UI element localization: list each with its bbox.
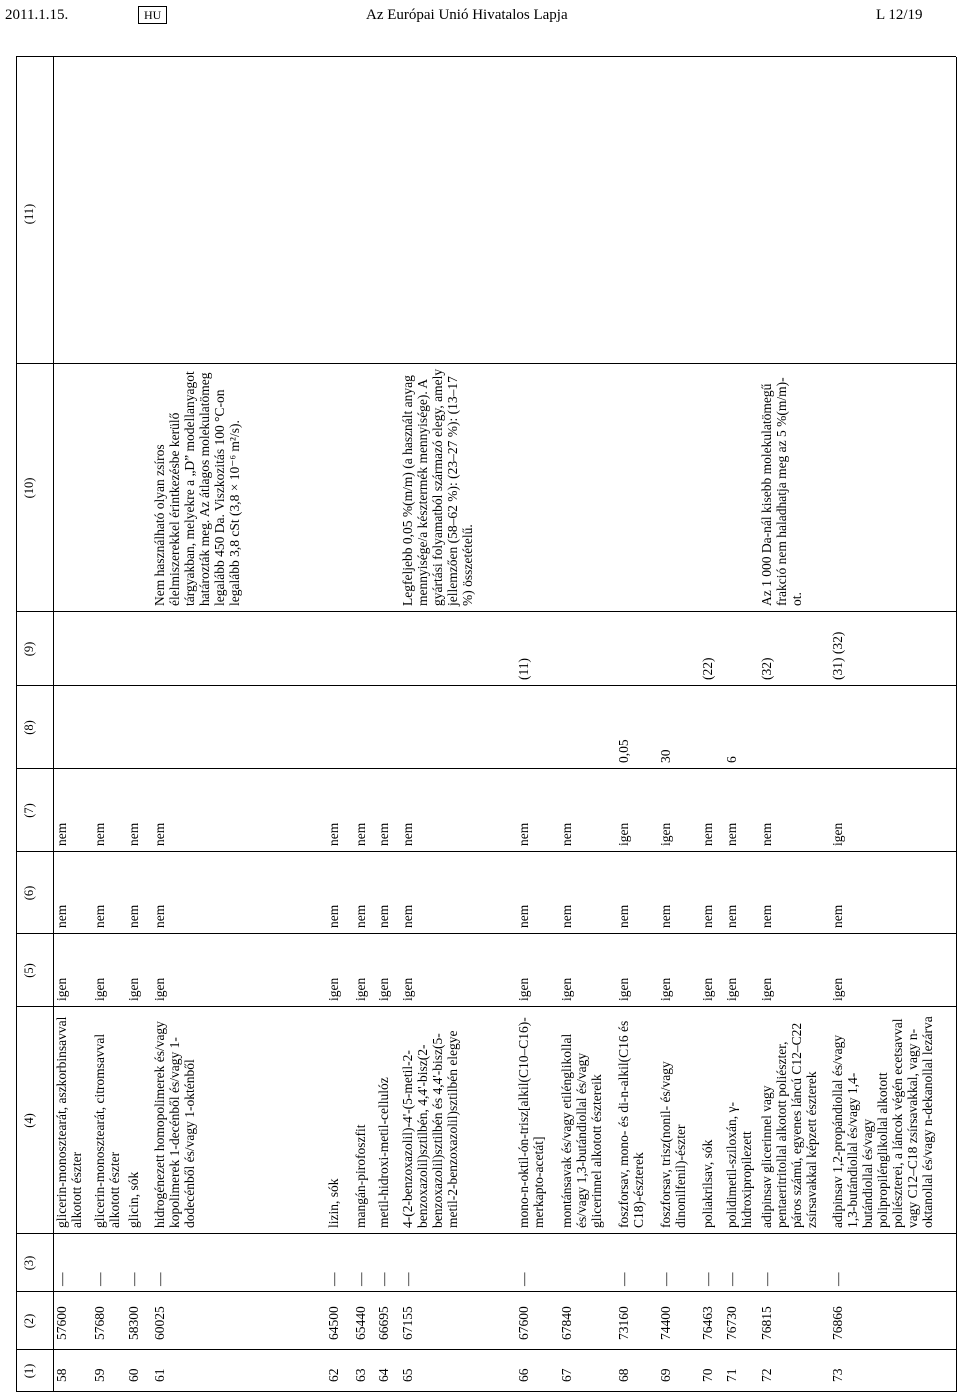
table-cell-c10: Az 1 000 Da-nál kisebb molekulatömegű frakció nem haladhatja meg az 5 %(m/m)-ot. bbox=[759, 377, 804, 606]
table-cell-c6: nem bbox=[54, 904, 69, 928]
column-rule bbox=[16, 851, 956, 852]
table-cell-c4: glicerin-monosztearát, aszkorbinsavval alkotott észter bbox=[54, 1016, 84, 1228]
table-cell-c10: Nem használható olyan zsíros élelmiszerekkel érintkezésbe kerülő tárgyakban, melyekre a „D” modellanyagot határozták meg. Az átlagos molekulatömeg legalább 450 Da. Viszkozitás 100 °C-on legalább 3,8 cSt (3,8 × 10⁻⁶ m²/s). bbox=[152, 371, 242, 606]
table-cell-c7: nem bbox=[376, 822, 391, 846]
table-cell-c1: 63 bbox=[353, 1368, 368, 1382]
column-header: (11) bbox=[22, 203, 36, 225]
table-cell-c3: — bbox=[724, 1272, 739, 1286]
column-rule bbox=[16, 685, 956, 686]
table-cell-c2: 67155 bbox=[400, 1306, 415, 1340]
table-cell-c1: 58 bbox=[54, 1368, 69, 1382]
table-cell-c5: igen bbox=[353, 977, 368, 1001]
table-cell-c3: — bbox=[152, 1272, 167, 1286]
table-cell-c6: nem bbox=[658, 904, 673, 928]
header-date: 2011.1.15. bbox=[5, 7, 69, 23]
table-cell-c9: (32) bbox=[759, 657, 774, 680]
table-cell-c7: nem bbox=[700, 822, 715, 846]
table-cell-c3: — bbox=[92, 1272, 107, 1286]
table-cell-c6: nem bbox=[700, 904, 715, 928]
table-cell-c5: igen bbox=[616, 977, 631, 1001]
table-cell-c3: — bbox=[326, 1272, 341, 1286]
rotated-table-container bbox=[8, 57, 960, 1392]
column-header: (6) bbox=[22, 885, 36, 901]
table-header-row bbox=[16, 57, 50, 1392]
table-cell-c1: 68 bbox=[616, 1368, 631, 1382]
table-cell-c5: igen bbox=[658, 977, 673, 1001]
column-header: (9) bbox=[22, 641, 36, 657]
table-cell-c1: 64 bbox=[376, 1368, 391, 1382]
table-cell-c1: 71 bbox=[724, 1368, 739, 1382]
table-cell-c6: nem bbox=[559, 904, 574, 928]
table-cell-c2: 67840 bbox=[559, 1306, 574, 1340]
header-journal-title: Az Európai Unió Hivatalos Lapja bbox=[366, 7, 568, 23]
table-cell-c7: nem bbox=[516, 822, 531, 846]
table-cell-c1: 61 bbox=[152, 1368, 167, 1382]
table-cell-c2: 66695 bbox=[376, 1306, 391, 1340]
table-cell-c3: — bbox=[700, 1272, 715, 1286]
column-header: (4) bbox=[22, 1113, 36, 1128]
table-cell-c7: nem bbox=[92, 822, 107, 846]
table-cell-c2: 76730 bbox=[724, 1306, 739, 1340]
table-cell-c2: 76815 bbox=[759, 1306, 774, 1340]
table-cell-c4: adipinsav glicerinnel vagy pentaeritritollal alkotott poliészter, páros számú, egyenes láncú C12–C22 zsírsavakkal képzett észterek bbox=[759, 1022, 819, 1228]
table-cell-c2: 67600 bbox=[516, 1306, 531, 1340]
table-cell-c2: 76866 bbox=[830, 1306, 845, 1340]
table-cell-c5: igen bbox=[724, 977, 739, 1001]
table-cell-c4: polidimetil-sziloxán, γ-hidroxipropilezett bbox=[724, 1102, 754, 1228]
column-rule bbox=[16, 933, 956, 934]
table-cell-c6: nem bbox=[152, 904, 167, 928]
table-cell-c5: igen bbox=[516, 977, 531, 1001]
table-cell-c5: igen bbox=[700, 977, 715, 1001]
table-cell-c1: 62 bbox=[326, 1368, 341, 1382]
table-cell-c6: nem bbox=[326, 904, 341, 928]
table-cell-c7: igen bbox=[658, 822, 673, 846]
table-cell-c6: nem bbox=[126, 904, 141, 928]
table-cell-c6: nem bbox=[724, 904, 739, 928]
table-cell-c2: 73160 bbox=[616, 1306, 631, 1340]
table-cell-c7: nem bbox=[152, 822, 167, 846]
table-cell-c2: 57680 bbox=[92, 1306, 107, 1340]
table-cell-c7: nem bbox=[326, 822, 341, 846]
table-cell-c7: nem bbox=[353, 822, 368, 846]
table-cell-c9: (11) bbox=[516, 658, 531, 680]
column-rule bbox=[16, 1391, 956, 1392]
table-cell-c2: 57600 bbox=[54, 1306, 69, 1340]
table-cell-c2: 60025 bbox=[152, 1306, 167, 1340]
table-cell-c4: foszforsav, mono- és di-n-alkil(C16 és C18)-észterek bbox=[616, 1020, 646, 1228]
table-cell-c7: nem bbox=[54, 822, 69, 846]
table-cell-c1: 65 bbox=[400, 1368, 415, 1382]
table-cell-c6: nem bbox=[759, 904, 774, 928]
column-rule bbox=[16, 1233, 956, 1234]
table-cell-c5: igen bbox=[92, 977, 107, 1001]
table-cell-c6: nem bbox=[400, 904, 415, 928]
table-cell-c6: nem bbox=[616, 904, 631, 928]
table-cell-c8: 0,05 bbox=[616, 739, 631, 763]
table-cell-c6: nem bbox=[92, 904, 107, 928]
table-cell-c3: — bbox=[376, 1272, 391, 1286]
table-cell-c5: igen bbox=[759, 977, 774, 1001]
table-cell-c1: 72 bbox=[759, 1368, 774, 1382]
table-cell-c7: nem bbox=[559, 822, 574, 846]
table-cell-c7: igen bbox=[616, 822, 631, 846]
table-cell-c5: igen bbox=[376, 977, 391, 1001]
table-cell-c5: igen bbox=[400, 977, 415, 1001]
column-header: (5) bbox=[22, 963, 36, 978]
table-cell-c5: igen bbox=[326, 977, 341, 1001]
table-cell-c6: nem bbox=[376, 904, 391, 928]
table-cell-c1: 67 bbox=[559, 1368, 574, 1382]
table-cell-c4: glicin, sók bbox=[126, 1171, 141, 1228]
table-cell-c5: igen bbox=[830, 977, 845, 1001]
table-cell-c1: 66 bbox=[516, 1368, 531, 1382]
table-cell-c6: nem bbox=[516, 904, 531, 928]
table-cell-c1: 60 bbox=[126, 1368, 141, 1382]
table-cell-c4: metil-hidroxi-metil-cellulóz bbox=[376, 1077, 391, 1228]
table-cell-c8: 6 bbox=[724, 756, 739, 763]
table-cell-c4: mono-n-oktil-ón-trisz[alkil(C10–C16)-merkapto-acetát] bbox=[516, 1017, 546, 1228]
table-cell-c1: 70 bbox=[700, 1368, 715, 1382]
table-cell-c4: poliakrilsav, sók bbox=[700, 1139, 715, 1228]
table-cell-c1: 73 bbox=[830, 1368, 845, 1382]
table-cell-c3: — bbox=[516, 1272, 531, 1286]
column-header: (1) bbox=[22, 1363, 36, 1379]
table-cell-c10: Legfeljebb 0,05 %(m/m) (a használt anyag mennyisége/a késztermék mennyisége). A gyártási folyamatból származó elegy, amely jellemzően (58–62 %): (23–27 %): (13–17 %) összetételű. bbox=[400, 368, 475, 606]
header-page-number: L 12/19 bbox=[876, 7, 923, 23]
table-cell-c3: — bbox=[616, 1272, 631, 1286]
table-cell-c3: — bbox=[353, 1272, 368, 1286]
table-cell-c2: 74400 bbox=[658, 1306, 673, 1340]
table-cell-c3: — bbox=[759, 1272, 774, 1286]
table-cell-c4: mangán-pirofoszfit bbox=[353, 1124, 368, 1228]
table-cell-c8: 30 bbox=[658, 749, 673, 763]
table-cell-c4: montánsavak és/vagy etilénglikollal és/vagy 1,3-butándiollal és/vagy glicerinnel alkotott észtereik bbox=[559, 1033, 604, 1228]
column-rule bbox=[16, 768, 956, 769]
table-cell-c4: lizin, sók bbox=[326, 1178, 341, 1228]
column-rule bbox=[16, 1006, 956, 1007]
table-cell-c3: — bbox=[830, 1272, 845, 1286]
column-header: (2) bbox=[22, 1313, 36, 1329]
table-cell-c9: (31) (32) bbox=[830, 631, 845, 680]
table-cell-c3: — bbox=[126, 1272, 141, 1286]
table-cell-c4: adipinsav 1,2-propándiollal és/vagy 1,3-butándiollal és/vagy 1,4-butándiollal és/vagy polipropilénglikollal alkotott poliészterei, a láncok végén ecetsavval vagy C12–C18 zsírsavakkal, vagy n-oktanollal és/vagy n-dekanollal lezárva bbox=[830, 1016, 935, 1228]
table-top-rule bbox=[16, 57, 17, 1392]
header-language-badge: HU bbox=[138, 6, 167, 24]
table-cell-c5: igen bbox=[54, 977, 69, 1001]
table-cell-c4: 4-(2-benzoxazolil)-4'-(5-metil-2-benzoxazolil)sztilbén, 4,4'-bisz(2-benzoxazolil)sztilbén és 4,4'-bisz(5-metil-2-benzoxazolil)sztilbén elegye bbox=[400, 1030, 460, 1228]
column-rule bbox=[16, 1291, 956, 1292]
column-rule bbox=[16, 1349, 956, 1350]
table-cell-c2: 76463 bbox=[700, 1306, 715, 1340]
table-cell-c2: 58300 bbox=[126, 1306, 141, 1340]
column-rule bbox=[16, 363, 956, 364]
table-cell-c7: igen bbox=[830, 822, 845, 846]
table-cell-c6: nem bbox=[353, 904, 368, 928]
table-cell-c5: igen bbox=[559, 977, 574, 1001]
table-cell-c7: nem bbox=[126, 822, 141, 846]
table-cell-c1: 69 bbox=[658, 1368, 673, 1382]
table-cell-c6: nem bbox=[830, 904, 845, 928]
table-cell-c7: nem bbox=[400, 822, 415, 846]
table-cell-c1: 59 bbox=[92, 1368, 107, 1382]
column-rule bbox=[16, 56, 956, 57]
page-header bbox=[0, 0, 960, 30]
table-cell-c2: 64500 bbox=[326, 1306, 341, 1340]
table-cell-c3: — bbox=[400, 1272, 415, 1286]
table-cell-c9: (22) bbox=[700, 657, 715, 680]
column-header: (8) bbox=[22, 720, 36, 735]
table-cell-c4: foszforsav, trisz(nonil- és/vagy dinonilfenil)-észter bbox=[658, 1061, 688, 1228]
table-cell-c4: glicerin-monosztearát, citromsavval alkotott észter bbox=[92, 1033, 122, 1228]
column-header: (3) bbox=[22, 1255, 36, 1271]
column-rule bbox=[16, 611, 956, 612]
table-cell-c5: igen bbox=[126, 977, 141, 1001]
table-cell-c7: nem bbox=[724, 822, 739, 846]
column-header: (7) bbox=[22, 803, 36, 818]
table-cell-c3: — bbox=[54, 1272, 69, 1286]
table-cell-c5: igen bbox=[152, 977, 167, 1001]
table-cell-c7: nem bbox=[759, 822, 774, 846]
table-cell-c2: 65440 bbox=[353, 1306, 368, 1340]
column-header: (10) bbox=[22, 477, 36, 499]
table-cell-c4: hidrogénezett homopolimerek és/vagy kopolimerek 1-decénből és/vagy 1-dodecénből és/vagy 1-okténből bbox=[152, 1021, 197, 1228]
table-row bbox=[53, 57, 84, 1392]
table-cell-c3: — bbox=[658, 1272, 673, 1286]
table-bottom-rule bbox=[956, 57, 957, 1392]
